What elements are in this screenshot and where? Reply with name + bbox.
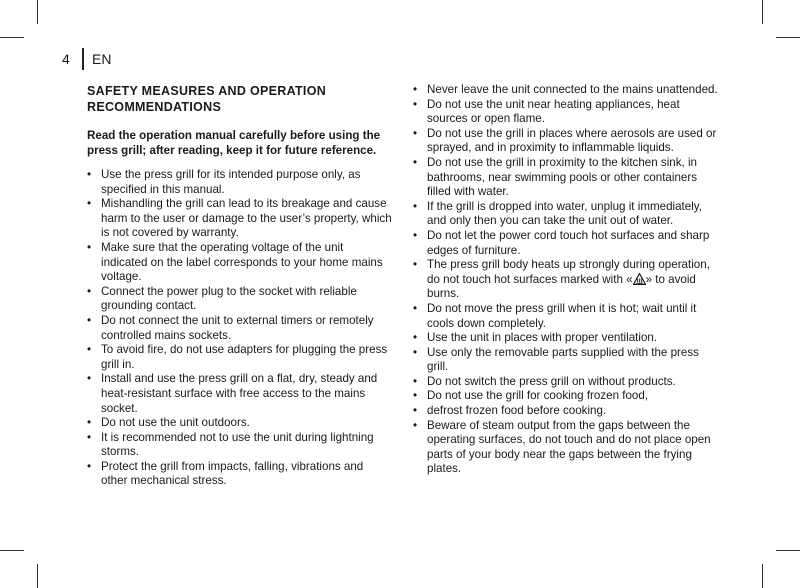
list-item: • Install and use the press grill on a flat, dry, steady and heat-resistant surface with free access to the mains socket. bbox=[87, 372, 392, 416]
list-item: • Do not use the grill in proximity to the kitchen sink, in bathrooms, near swimming pools or other containers filled with water. bbox=[413, 156, 723, 200]
crop-mark bbox=[776, 37, 800, 38]
right-column bbox=[413, 83, 723, 477]
list-item: • Do not let the power cord touch hot surfaces and sharp edges of furniture. bbox=[413, 229, 723, 258]
crop-mark bbox=[762, 564, 763, 588]
list-item: • Protect the grill from impacts, falling, vibrations and other mechanical stress. bbox=[87, 460, 392, 489]
list-item: • Never leave the unit connected to the mains unattended. bbox=[413, 83, 723, 98]
title-line: SAFETY MEASURES AND OPERATION bbox=[87, 84, 327, 98]
hot-surface-text-before: The press grill body heats up strongly during operation, do not touch hot surfaces marked with « bbox=[427, 258, 710, 286]
left-column bbox=[87, 83, 392, 489]
list-item: • Use the unit in places with proper ventilation. bbox=[413, 331, 723, 346]
crop-mark bbox=[0, 37, 24, 38]
list-item: • Do not use the unit near heating appliances, heat sources or open flame. bbox=[413, 98, 723, 127]
list-item: • If the grill is dropped into water, unplug it immediately, and only then you can take the unit out of water. bbox=[413, 200, 723, 229]
crop-mark bbox=[776, 550, 800, 551]
list-item: • Connect the power plug to the socket with reliable grounding contact. bbox=[87, 285, 392, 314]
intro-text: Read the operation manual carefully before using the press grill; after reading, keep it for future reference. bbox=[87, 129, 381, 157]
list-item: • Mishandling the grill can lead to its breakage and cause harm to the user or damage to the user’s property, which is not covered by warranty. bbox=[87, 197, 392, 241]
crop-mark bbox=[37, 0, 38, 24]
crop-mark bbox=[762, 0, 763, 24]
language-label: EN bbox=[92, 51, 112, 67]
list-item: • Use only the removable parts supplied with the press grill. bbox=[413, 346, 723, 375]
list-item: • Do not use the grill for cooking frozen food, bbox=[413, 389, 723, 404]
hot-surface-text-after: » to avoid burns. bbox=[427, 272, 696, 301]
header-divider bbox=[82, 48, 84, 70]
list-item: • It is recommended not to use the unit during lightning storms. bbox=[87, 431, 392, 460]
crop-mark bbox=[0, 550, 24, 551]
safety-list-left bbox=[87, 168, 392, 489]
list-item: • Do not use the grill in places where aerosols are used or sprayed, and in proximity to inflammable liquids. bbox=[413, 127, 723, 156]
hot-surface-warning-icon bbox=[633, 273, 646, 285]
page-header bbox=[62, 48, 111, 70]
list-item: • Do not use the unit outdoors. bbox=[87, 416, 392, 431]
list-item: • To avoid fire, do not use adapters for plugging the press grill in. bbox=[87, 343, 392, 372]
crop-mark bbox=[37, 564, 38, 588]
list-item: • Do not move the press grill when it is hot; wait until it cools down completely. bbox=[413, 302, 723, 331]
list-item: • Use the press grill for its intended purpose only, as specified in this manual. bbox=[87, 168, 392, 197]
list-item: • Beware of steam output from the gaps between the operating surfaces, do not touch and do not place open parts of your body near the gaps between the frying plates. bbox=[413, 419, 723, 477]
title-line: RECOMMENDATIONS bbox=[87, 100, 222, 114]
list-item-hot-surface bbox=[413, 258, 723, 302]
list-item: • defrost frozen food before cooking. bbox=[413, 404, 723, 419]
page-number: 4 bbox=[62, 51, 70, 67]
list-item: • Do not connect the unit to external timers or remotely controlled mains sockets. bbox=[87, 314, 392, 343]
list-item: • Make sure that the operating voltage of the unit indicated on the label corresponds to your home mains voltage. bbox=[87, 241, 392, 285]
safety-list-right bbox=[413, 83, 723, 477]
section-title bbox=[87, 83, 392, 115]
list-item: • Do not switch the press grill on without products. bbox=[413, 375, 723, 390]
